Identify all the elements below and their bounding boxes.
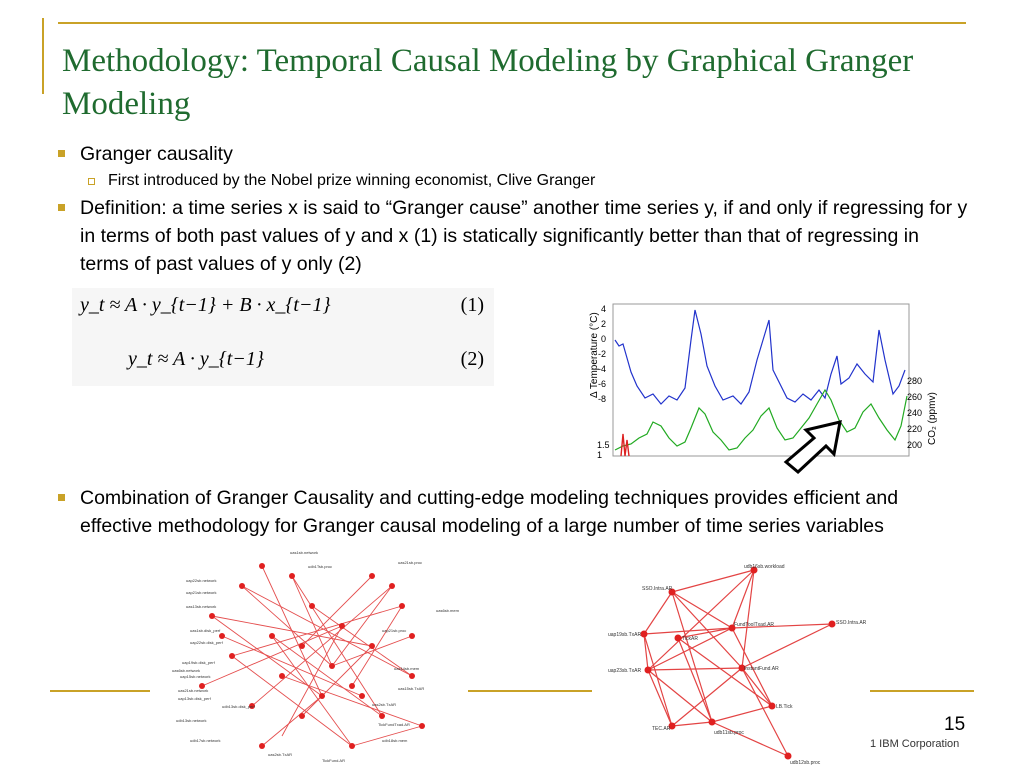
equation-2-number: (2) — [460, 348, 484, 370]
network-label: TickAR — [682, 636, 698, 642]
network-label: udb11sb.proc — [714, 730, 744, 736]
left-tick: -2 — [598, 349, 607, 359]
network-label: uap15sb.network — [180, 674, 211, 679]
footer-corporation: 1 IBM Corporation — [870, 738, 960, 750]
network-label: uap21sb.proc — [382, 628, 407, 633]
left-tick: -4 — [598, 364, 607, 374]
footer-rule-middle — [468, 690, 592, 692]
network-label: uap19sb.disk_perf — [182, 660, 215, 665]
network-label: udb1Tsb.proc — [308, 564, 333, 569]
network-graph-left — [172, 546, 468, 768]
network-label: LB.Tick — [776, 704, 793, 710]
right-tick: 200 — [907, 440, 923, 450]
bottom-tick: 1.5 — [597, 440, 610, 450]
footer-rule-right — [870, 690, 974, 692]
network-label: udb12sb.proc — [790, 760, 821, 766]
network-label: udb17sb.network — [190, 738, 221, 743]
network-label: uap22sb.disk_perf — [190, 640, 223, 645]
network-label: FundToolTxad.AR — [734, 622, 775, 628]
temperature-series — [615, 310, 905, 404]
equation-1: y_t ≈ A · y_{t−1} + B · x_{t−1} — [80, 294, 331, 316]
bullet-combination-text: Combination of Granger Causality and cutting-edge modeling techniques provides efficient and effective methodology for Granger causal modeling of a large number of time series variables — [58, 484, 968, 540]
network-label: TEC.AR — [652, 726, 671, 732]
slide-title: Methodology: Temporal Causal Modeling by Graphical Granger Modeling — [62, 43, 914, 122]
network-label: udb16sb.workload — [744, 564, 785, 570]
network-label: uas1sb.network — [290, 550, 319, 555]
left-tick: 0 — [601, 334, 607, 344]
network-label: TickFund.AR — [322, 758, 345, 763]
right-tick: 240 — [907, 408, 923, 418]
left-tick: 4 — [601, 304, 607, 314]
network-label: udb18sb.mem — [382, 738, 408, 743]
network-label: uas21sb.network — [178, 688, 209, 693]
network-label: SSO.Intra.AR — [642, 586, 673, 592]
left-tick: -6 — [598, 379, 607, 389]
network-label: uas1sb.disk_perf — [190, 628, 221, 633]
bullet-combination — [58, 484, 968, 540]
network-label: InstantFund.AR — [744, 666, 779, 672]
left-accent-rule — [42, 18, 44, 94]
left-tick: 2 — [601, 319, 607, 329]
bullet-list — [58, 140, 968, 278]
network-label: uas2sb.TxAR — [268, 752, 293, 757]
network-label: TickFundTxad.AR — [378, 722, 410, 727]
top-accent-rule — [58, 22, 966, 24]
right-tick: 260 — [907, 392, 923, 402]
network-label: udb13sb.disk_perf — [222, 704, 255, 709]
network-label: uas6sb.network — [172, 668, 201, 673]
pointer-arrow-icon — [780, 418, 860, 478]
network-label: uap19sb.TxAR — [608, 632, 642, 638]
network-label: uas13sb.network — [186, 604, 217, 609]
equation-1-number: (1) — [460, 294, 484, 316]
network-label: uas2sb.TxAR — [372, 702, 397, 707]
network-label: uap22sb.network — [186, 578, 217, 583]
co2-series — [615, 390, 907, 450]
network-label: udb13sb.network — [176, 718, 207, 723]
network-graph-right — [592, 558, 892, 768]
network-label: uap23sb.TxAR — [608, 668, 642, 674]
network-label: SSO.Intra.AR — [836, 620, 867, 626]
left-axis-label: Δ Temperature (°C) — [589, 312, 600, 398]
network-label: uap13sb.disk_perf — [178, 696, 211, 701]
bottom-tick: 1 — [597, 450, 603, 458]
network-label: uas6sb.mem — [436, 608, 459, 613]
right-axis-label: CO₂ (ppmv) — [927, 392, 938, 445]
temperature-co2-plot — [583, 300, 963, 458]
sub-bullet-clive-granger: First introduced by the Nobel prize winning economist, Clive Granger — [58, 168, 968, 194]
bullet-granger-causality: Granger causality — [58, 140, 968, 168]
network-label: uas21sb.proc — [398, 560, 423, 565]
equation-2: y_t ≈ A · y_{t−1} — [128, 348, 264, 370]
right-tick: 220 — [907, 424, 923, 434]
left-tick: -8 — [598, 394, 607, 404]
network-label: uap21sb.network — [186, 590, 217, 595]
network-label: uas15sb.TxAR — [398, 686, 425, 691]
page-number: 15 — [944, 714, 966, 735]
bullet-definition: Definition: a time series x is said to “Granger cause” another time series y, if and only if regressing for y in terms of both past values of y and x (1) is statically significantly better than that of regressing in terms of past values of y only (2) — [58, 194, 968, 278]
footer-rule-left — [50, 690, 150, 692]
right-tick: 280 — [907, 376, 923, 386]
network-label: uas14sb.mem — [394, 666, 420, 671]
equation-panel — [72, 288, 494, 386]
